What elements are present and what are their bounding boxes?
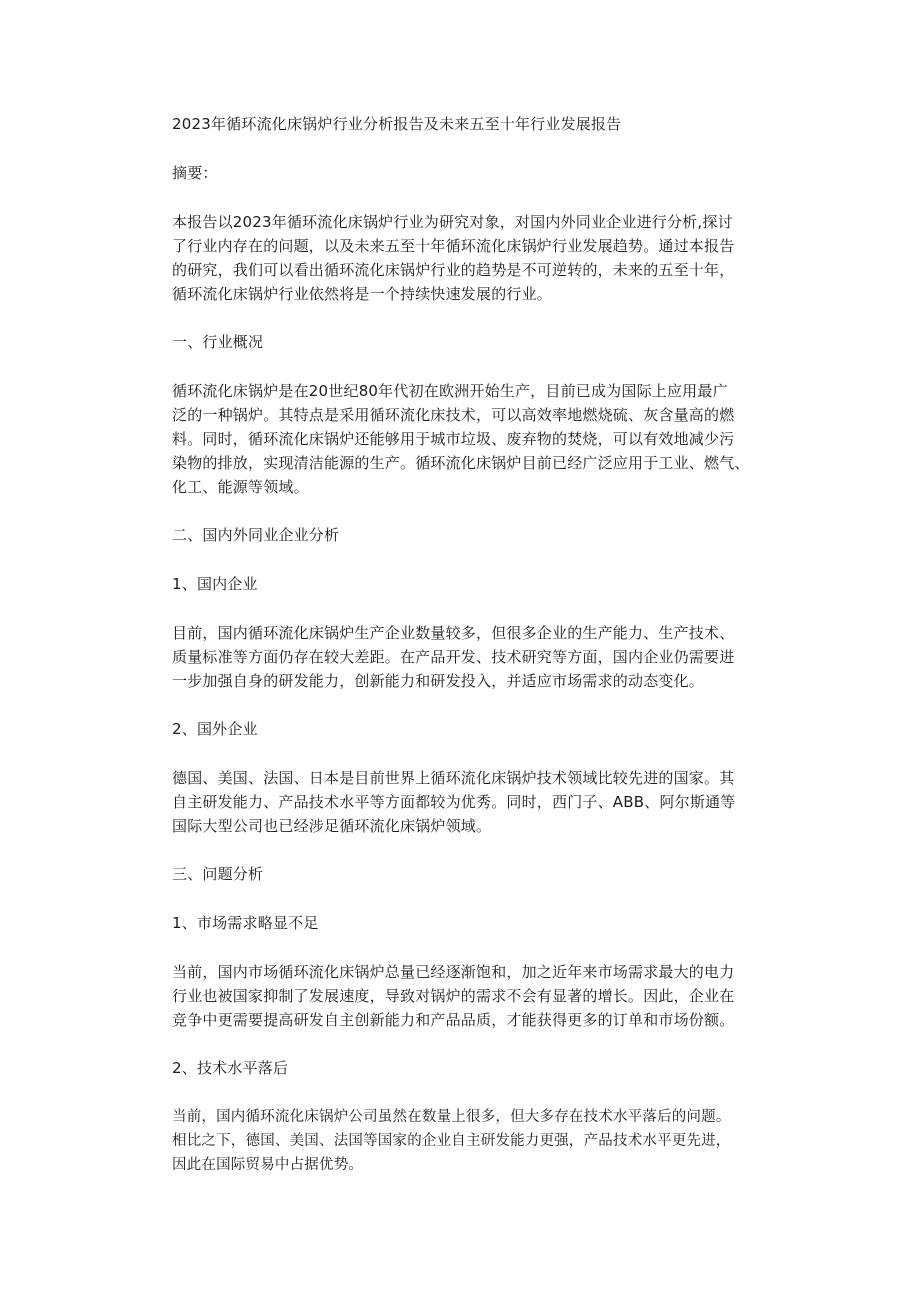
subsection-heading-technology: 2、技术水平落后: [172, 1059, 289, 1077]
text-line: 目前，国内循环流化床锅炉生产企业数量较多，但很多企业的生产能力、生产技术、: [172, 624, 735, 642]
subsection-heading-foreign: 2、国外企业: [172, 720, 258, 738]
section-heading-competitors: 二、国内外同业企业分析: [172, 526, 340, 544]
text-line: 一步加强自身的研发能力，创新能力和研发投入，并适应市场需求的动态变化。: [172, 672, 705, 690]
text-line: 国际大型公司也已经涉足循环流化床锅炉领域。: [172, 817, 492, 835]
subsection-heading-domestic: 1、国内企业: [172, 575, 258, 593]
section-heading-overview: 一、行业概况: [172, 333, 264, 351]
text-line: 循环流化床锅炉行业依然将是一个持续快速发展的行业。: [172, 285, 553, 303]
text-line: 染物的排放，实现清洁能源的生产。循环流化床锅炉目前已经广泛应用于工业、燃气、: [172, 454, 750, 472]
abstract-label: 摘要：: [172, 164, 218, 182]
section-heading-problems: 三、问题分析: [172, 865, 264, 883]
overview-paragraph: [172, 379, 762, 499]
text-line: 泛的一种锅炉。其特点是采用循环流化床技术，可以高效率地燃烧硫、灰含量高的燃: [172, 406, 735, 424]
text-line: 的研究，我们可以看出循环流化床锅炉行业的趋势是不可逆转的，未来的五至十年，: [172, 261, 735, 279]
technology-paragraph: [172, 1105, 762, 1177]
text-line: 化工、能源等领域。: [172, 478, 309, 496]
text-line: 因此在国际贸易中占据优势。: [172, 1157, 364, 1173]
text-line: 本报告以2023年循环流化床锅炉行业为研究对象，对国内外同业企业进行分析,探讨: [172, 213, 733, 231]
document-page: [172, 112, 762, 1201]
abstract-paragraph: [172, 210, 762, 306]
text-line: 当前，国内市场循环流化床锅炉总量已经逐渐饱和，加之近年来市场需求最大的电力: [172, 963, 735, 981]
text-line: 竞争中更需要提高研发自主创新能力和产品品质，才能获得更多的订单和市场份额。: [172, 1011, 735, 1029]
foreign-paragraph: [172, 766, 762, 838]
subsection-heading-demand: 1、市场需求略显不足: [172, 914, 319, 932]
text-line: 了行业内存在的问题，以及未来五至十年循环流化床锅炉行业发展趋势。通过本报告: [172, 237, 735, 255]
text-line: 料。同时，循环流化床锅炉还能够用于城市垃圾、废弃物的焚烧，可以有效地减少污: [172, 430, 735, 448]
text-line: 德国、美国、法国、日本是目前世界上循环流化床锅炉技术领域比较先进的国家。其: [172, 769, 735, 787]
text-line: 相比之下，德国、美国、法国等国家的企业自主研发能力更强，产品技术水平更先进，: [172, 1133, 731, 1149]
text-line: 循环流化床锅炉是在20世纪80年代初在欧洲开始生产，目前已成为国际上应用最广: [172, 382, 728, 400]
text-line: 质量标准等方面仍存在较大差距。在产品开发、技术研究等方面，国内企业仍需要进: [172, 648, 735, 666]
text-line: 行业也被国家抑制了发展速度，导致对锅炉的需求不会有显著的增长。因此，企业在: [172, 987, 735, 1005]
demand-paragraph: [172, 960, 762, 1032]
document-title: 2023年循环流化床锅炉行业分析报告及未来五至十年行业发展报告: [172, 115, 622, 133]
domestic-paragraph: [172, 621, 762, 693]
text-line: 当前，国内循环流化床锅炉公司虽然在数量上很多，但大多存在技术水平落后的问题。: [172, 1109, 731, 1125]
text-line: 自主研发能力、产品技术水平等方面都较为优秀。同时，西门子、ABB、阿尔斯通等: [172, 793, 736, 811]
